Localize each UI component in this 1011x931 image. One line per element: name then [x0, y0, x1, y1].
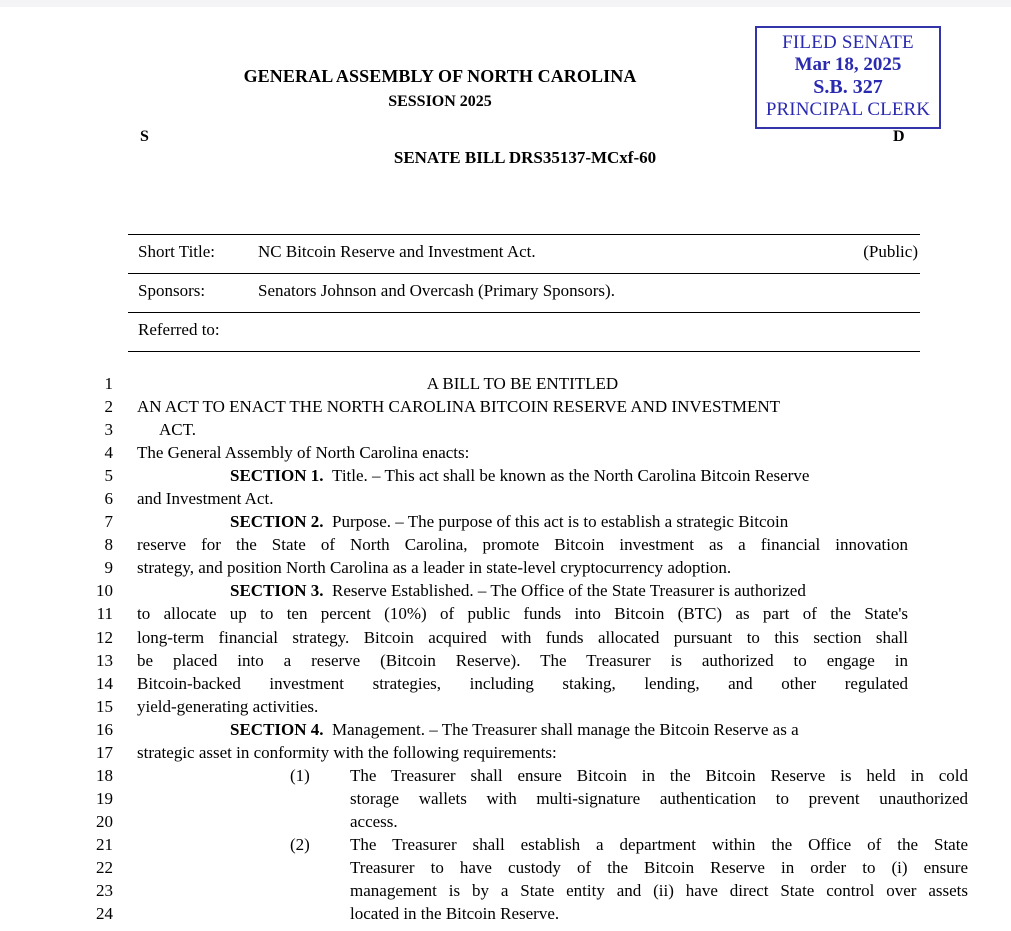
bill-line-text: ACT. [159, 420, 196, 440]
bill-line-text: be placed into a reserve (Bitcoin Reserve). The Treasurer is authorized to engage in [137, 650, 908, 670]
bill-line [0, 881, 1011, 904]
line-number: 17 [96, 742, 113, 762]
bill-line-text: AN ACT TO ENACT THE NORTH CAROLINA BITCOIN RESERVE AND INVESTMENT [137, 397, 781, 417]
bill-line-text [137, 789, 1011, 809]
bill-title-heading: A BILL TO BE ENTITLED [426, 374, 619, 393]
line-number: 23 [96, 881, 113, 901]
bill-line [0, 581, 1011, 604]
bill-list-item [137, 766, 1011, 786]
chamber-marker-left: S [140, 128, 149, 145]
page-top-edge [0, 0, 1011, 7]
bill-line [0, 374, 1011, 397]
page-subtitle-session: SESSION 2025 [388, 93, 492, 110]
bill-metadata-table [128, 234, 920, 352]
bill-line [0, 812, 1011, 835]
line-number: 13 [96, 650, 113, 670]
bill-line-text [137, 466, 1001, 486]
bill-line [0, 512, 1011, 535]
bill-line [0, 489, 1011, 512]
sponsors-value: Senators Johnson and Overcash (Primary Sponsors). [258, 281, 615, 300]
bill-line-text-rest: Purpose. – The purpose of this act is to establish a strategic Bitcoin [332, 512, 789, 532]
line-number: 21 [96, 834, 113, 854]
line-number: 6 [104, 489, 113, 509]
bill-line-text: reserve for the State of North Carolina, promote Bitcoin investment as a financial innovation [137, 535, 908, 555]
metadata-row-short-title [128, 234, 920, 274]
bill-line-text-continued: located in the Bitcoin Reserve. [350, 904, 560, 924]
line-number: 10 [96, 581, 113, 601]
page-title-assembly: GENERAL ASSEMBLY OF NORTH CAROLINA [243, 66, 637, 86]
bill-line-text [137, 581, 1001, 601]
bill-line-text-rest: Management. – The Treasurer shall manage the Bitcoin Reserve as a [332, 719, 799, 739]
bill-line [0, 720, 1011, 743]
bill-line [0, 858, 1011, 881]
line-number: 16 [96, 719, 113, 739]
chamber-marker-right: D [893, 128, 905, 145]
list-item-marker: (1) [290, 765, 310, 785]
bill-line [0, 628, 1011, 651]
stamp-bill-number: S.B. 327 [813, 76, 883, 99]
line-number: 19 [96, 788, 113, 808]
bill-line-text: The Treasurer shall establish a department within the Office of the State [350, 834, 968, 854]
bill-line-text-continued: storage wallets with multi-signature authentication to prevent unauthorized [350, 788, 968, 808]
line-number: 15 [96, 696, 113, 716]
bill-line [0, 604, 1011, 627]
bill-line [0, 535, 1011, 558]
bill-line-text-rest: Title. – This act shall be known as the North Carolina Bitcoin Reserve [332, 466, 810, 486]
bill-line-text [137, 720, 1001, 740]
bill-line-text-rest: Reserve Established. – The Office of the State Treasurer is authorized [332, 581, 806, 601]
bill-line-text: strategy, and position North Carolina as a leader in state-level cryptocurrency adoption. [137, 558, 732, 578]
line-number: 1 [104, 374, 113, 393]
bill-line-text [137, 858, 1011, 878]
short-title-label: Short Title: [138, 242, 216, 261]
bill-line [0, 443, 1011, 466]
metadata-row-referred-to [128, 313, 920, 352]
bill-line-text: strategic asset in conformity with the following requirements: [137, 742, 557, 762]
bill-line-text: and Investment Act. [137, 489, 274, 509]
bill-line-text: to allocate up to ten percent (10%) of public funds into Bitcoin (BTC) as part of the State's [137, 604, 908, 624]
line-number: 3 [104, 420, 113, 440]
bill-body-text [0, 374, 1011, 927]
line-number: 20 [96, 811, 113, 831]
section-heading: SECTION 1. [230, 466, 324, 486]
line-number: 14 [96, 673, 113, 693]
line-number: 5 [104, 466, 113, 486]
bill-line-text [137, 812, 1011, 832]
line-number: 2 [104, 397, 113, 417]
bill-line-text: The Treasurer shall ensure Bitcoin in the Bitcoin Reserve is held in cold [350, 765, 968, 785]
bill-line [0, 789, 1011, 812]
bill-list-item [137, 835, 1011, 855]
bill-line-text-continued: Treasurer to have custody of the Bitcoin Reserve in order to (i) ensure [350, 857, 968, 877]
bill-line-text: Bitcoin-backed investment strategies, including staking, lending, and other regulated [137, 673, 908, 693]
bill-line [0, 904, 1011, 927]
bill-line [0, 674, 1011, 697]
line-number: 18 [96, 765, 113, 785]
bill-line-text: The General Assembly of North Carolina enacts: [137, 443, 470, 463]
bill-line-text [137, 512, 1001, 532]
line-number: 9 [104, 558, 113, 578]
list-item-marker: (2) [290, 834, 310, 854]
bill-line-text: long-term financial strategy. Bitcoin acquired with funds allocated pursuant to this section shall [137, 627, 908, 647]
short-title-value: NC Bitcoin Reserve and Investment Act. [258, 242, 536, 261]
public-badge: (Public) [863, 242, 918, 261]
line-number: 22 [96, 857, 113, 877]
filed-senate-stamp [755, 26, 941, 129]
section-heading: SECTION 3. [230, 581, 324, 601]
bill-line [0, 651, 1011, 674]
bill-line [0, 835, 1011, 858]
referred-to-label: Referred to: [138, 320, 220, 339]
stamp-filed-label: FILED SENATE [782, 32, 914, 53]
section-heading: SECTION 4. [230, 719, 324, 739]
stamp-principal-clerk-label: PRINCIPAL CLERK [765, 99, 931, 121]
bill-number-heading: SENATE BILL DRS35137-MCxf-60 [393, 148, 657, 167]
stamp-filed-date: Mar 18, 2025 [794, 54, 902, 76]
line-number: 12 [96, 627, 113, 647]
line-number: 8 [104, 535, 113, 555]
bill-line [0, 697, 1011, 720]
line-number: 7 [104, 512, 113, 532]
bill-line [0, 420, 1011, 443]
section-heading: SECTION 2. [230, 512, 324, 532]
bill-line [0, 743, 1011, 766]
metadata-row-sponsors [128, 274, 920, 313]
bill-line-text [137, 881, 1011, 901]
line-number: 24 [96, 904, 113, 924]
bill-line-text: yield-generating activities. [137, 696, 319, 716]
line-number: 11 [96, 604, 113, 624]
bill-line [0, 466, 1011, 489]
bill-line [0, 558, 1011, 581]
bill-line [0, 766, 1011, 789]
line-number: 4 [104, 443, 113, 463]
sponsors-label: Sponsors: [138, 281, 206, 300]
bill-line-text [137, 904, 1011, 924]
bill-line-text-continued: access. [350, 811, 398, 831]
bill-line-text-continued: management is by a State entity and (ii) have direct State control over assets [350, 881, 968, 901]
bill-line [0, 397, 1011, 420]
